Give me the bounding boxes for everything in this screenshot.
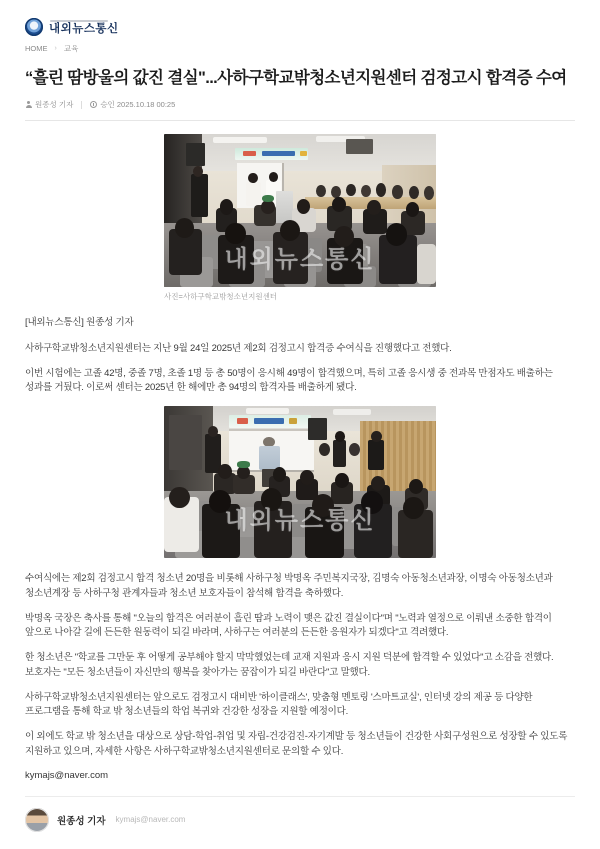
photo-shape <box>220 199 234 214</box>
photo-shape <box>269 172 278 182</box>
article-paragraph: 이 외에도 학교 밖 청소년을 대상으로 상담-학업-취업 및 자립-건강검진-자기계발 등 청소년들이 건강한 사회구성원으로 성장할 수 있도록 지원하고 있으며, 자세한 사항은 사하구학교밖청소년지원센터로 문의할 수 있다. <box>25 731 568 757</box>
breadcrumb <box>25 43 575 54</box>
photo-caption: 사진=사하구학교밖청소년지원센터 <box>164 292 278 302</box>
photo-shape <box>335 431 345 442</box>
author-email[interactable]: kymajs@naver.com <box>115 815 186 825</box>
photo-shape <box>254 418 284 423</box>
article-paragraph: 이번 시험에는 고졸 42명, 중졸 7명, 초졸 1명 등 총 50명이 응시해 49명이 합격했으며, 특히 고졸 응시생 중 전과목 만점자도 배출하는 성과를 거뒀다. 이로써 센터는 2025년 한 해에만 총 94명의 합격자를 배출하게 됐다. <box>25 367 553 394</box>
byline-approved: 승인 2025.10.18 00:25 <box>100 100 176 110</box>
author-avatar[interactable] <box>25 808 49 832</box>
article-figure-2 <box>164 406 436 558</box>
photo-shape <box>261 200 275 214</box>
photo-shape <box>248 173 257 183</box>
byline-author[interactable]: 원종성 기자 <box>35 100 74 110</box>
header-divider <box>25 120 575 121</box>
globe-logo-icon <box>25 18 43 36</box>
article-figure-1 <box>164 134 436 302</box>
photo-shape <box>213 137 267 143</box>
article-byline <box>25 99 575 110</box>
photo-shape <box>229 429 313 431</box>
photo-shape <box>316 185 326 197</box>
article-paragraph: 수여식에는 제2회 검정고시 합격 청소년 20명을 비롯해 사하구청 박명옥 주민복지국장, 김명숙 아동청소년과장, 이명숙 아동청소년과 청소년계장 등 사하구청 관계자들과 청소년 보호자들이 참석해 합격을 축하했다. <box>25 573 553 599</box>
photo-shape <box>371 431 382 442</box>
photo-shape <box>186 143 205 166</box>
author-name[interactable]: 원종성 기자 <box>57 815 106 827</box>
photo-shape <box>424 186 434 200</box>
photo-shape <box>361 185 371 197</box>
article-title: “흘린 땀방울의 값진 결실"...사하구학교밖청소년지원센터 검정고시 합격증 수여 <box>25 69 567 87</box>
photo-shape <box>331 186 341 198</box>
photo-shape <box>368 440 384 470</box>
photo-shape <box>208 426 218 437</box>
site-logo[interactable] <box>25 18 575 36</box>
photo-shape <box>333 440 347 467</box>
article-paragraph: 사하구학교밖청소년지원센터는 앞으로도 검정고시 대비반 '하이클래스', 맞춤형 멘토링 '스마트교실', 인터넷 강의 제공 등 다양한 프로그램을 통해 학교 밖 청소년들의 학업 복귀와 건강한 성장을 지원할 예정이다. <box>25 691 533 718</box>
article-photo-speech <box>164 406 436 558</box>
photo-watermark: 내외뉴스통신 <box>224 507 376 535</box>
reporter-icon <box>25 101 32 108</box>
photo-shape <box>246 408 290 414</box>
author-card <box>25 797 575 844</box>
article-paragraph: [내외뉴스통신] 원종성 기자 <box>25 317 134 329</box>
breadcrumb-separator-icon: › <box>54 45 57 52</box>
photo-shape <box>333 409 371 414</box>
photo-shape <box>237 418 248 423</box>
article-paragraph: 사하구학교밖청소년지원센터는 지난 9월 24일 2025년 제2회 검정고시 합격증 수여식을 진행했다고 전했다. <box>25 342 452 354</box>
photo-shape <box>332 197 346 212</box>
logo-wordmark: 내외뉴스통신 <box>49 22 119 35</box>
photo-shape <box>289 418 297 423</box>
article-photo-ceremony <box>164 134 436 287</box>
photo-shape <box>262 151 295 156</box>
photo-shape <box>169 415 202 470</box>
article-email[interactable]: kymajs@naver.com <box>25 769 109 781</box>
photo-shape <box>406 202 420 217</box>
photo-shape <box>237 461 250 468</box>
photo-watermark: 내외뉴스통신 <box>224 245 376 273</box>
photo-shape <box>246 182 261 206</box>
breadcrumb-section[interactable]: 교육 <box>63 44 79 53</box>
photo-shape <box>243 151 257 156</box>
photo-shape <box>191 174 207 217</box>
photo-shape <box>300 470 314 485</box>
photo-shape <box>300 151 307 156</box>
breadcrumb-home[interactable]: HOME <box>25 44 48 53</box>
clock-icon <box>90 101 97 108</box>
photo-shape <box>297 199 311 214</box>
photo-shape <box>346 139 373 154</box>
photo-shape <box>392 185 402 199</box>
article-paragraph: 한 청소년은 "학교를 그만둔 후 어떻게 공부해야 할지 막막했었는데 교재 지원과 응시 지원 덕분에 합격할 수 있었다"고 소감을 전했다. 보호자는 "모든 청소년들이 자신만의 행복을 찾아가는 꿈잡이가 되길 바란다"고 말했다. <box>25 652 554 678</box>
article-body-top <box>25 316 575 395</box>
byline-divider <box>81 101 82 109</box>
article-paragraph: 박명옥 국장은 축사를 통해 "오늘의 합격은 여러분이 흘린 땀과 노력이 맺은 값진 결실이다"며 "노력과 열정으로 이뤄낸 소중한 합격이 앞으로 나아갈 길에 든든한 원동력이 되길 바라며, 사하구는 여러분의 든든한 응원자가 되겠다"고 격려했다. <box>25 612 552 639</box>
photo-shape <box>308 418 327 439</box>
logo-tagline <box>50 20 108 22</box>
article-body-bottom <box>25 572 575 759</box>
site-header <box>25 18 575 54</box>
